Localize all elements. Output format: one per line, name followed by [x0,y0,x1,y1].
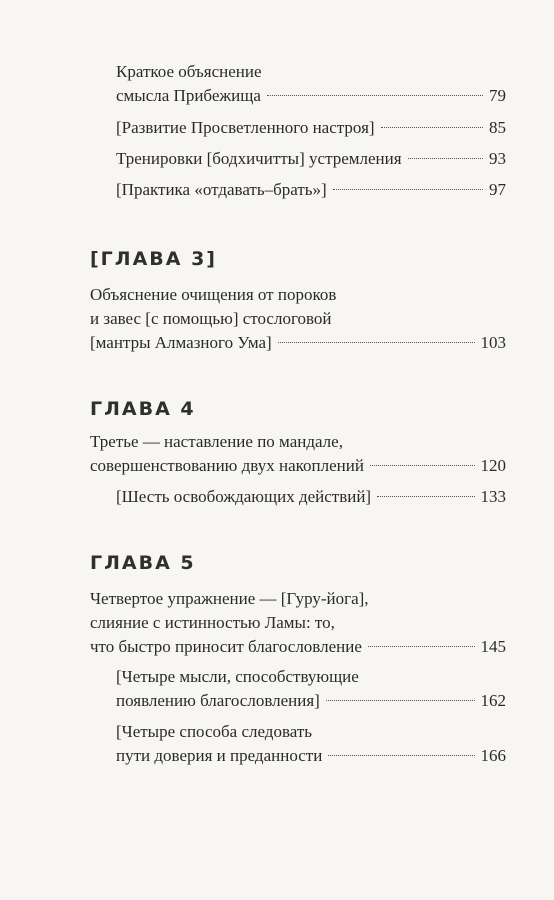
entry-line: [Практика «отдавать–брать»] [116,180,327,199]
toc-entry [90,587,506,659]
entry-line: что быстро приносит благословление [90,637,362,656]
toc-entry [90,283,506,355]
page-number: 162 [480,691,506,710]
dot-leader [278,342,475,343]
entry-line: Тренировки [бодхичитты] устремления [116,149,402,168]
entry-line: [Четыре мысли, способствующие [116,667,359,686]
toc-entry [116,116,506,140]
entry-line: [мантры Алмазного Ума] [90,333,272,352]
toc-entry [116,178,506,202]
dot-leader [381,127,483,128]
toc-entry [116,147,506,171]
chapter-heading: [ГЛАВА 3] [90,248,217,270]
entry-line: и завес [с помощью] стослоговой [90,309,332,328]
page-number: 145 [480,637,506,656]
page-number: 85 [489,118,506,137]
dot-leader [326,700,475,701]
entry-line: Третье — наставление по мандале, [90,432,343,451]
dot-leader [267,95,483,96]
dot-leader [377,496,474,497]
dot-leader [333,189,483,190]
chapter-heading: ГЛАВА 5 [90,552,196,574]
entry-line: Краткое объяснение [116,62,262,81]
entry-line: появлению благословления] [116,691,320,710]
entry-line: [Шесть освобождающих действий] [116,487,372,506]
page-number: 93 [489,149,506,168]
dot-leader [368,646,475,647]
page-number: 166 [480,746,506,765]
page-number: 79 [489,86,506,105]
page-number: 120 [480,456,506,475]
toc-entry [116,60,506,108]
dot-leader [328,755,474,756]
entry-line: [Четыре способа следовать [116,722,313,741]
page-number: 97 [489,180,506,199]
dot-leader [370,465,475,466]
chapter-heading: ГЛАВА 4 [90,398,196,420]
page-number: 133 [480,487,506,506]
entry-line: смысла Прибежища [116,86,261,105]
dot-leader [408,158,483,159]
toc-entry [116,665,506,713]
page-number: 103 [480,333,506,352]
entry-line: пути доверия и преданности [116,746,323,765]
toc-entry [116,720,506,768]
entry-line: Четвертое упражнение — [Гуру-йога], [90,589,369,608]
toc-entry [90,430,506,478]
toc-entry [116,485,506,509]
entry-line: Объяснение очищения от пороков [90,285,337,304]
entry-line: совершенствованию двух накоплений [90,456,364,475]
entry-line: [Развитие Просветленного настроя] [116,118,375,137]
entry-line: слияние с истинностью Ламы: то, [90,613,335,632]
